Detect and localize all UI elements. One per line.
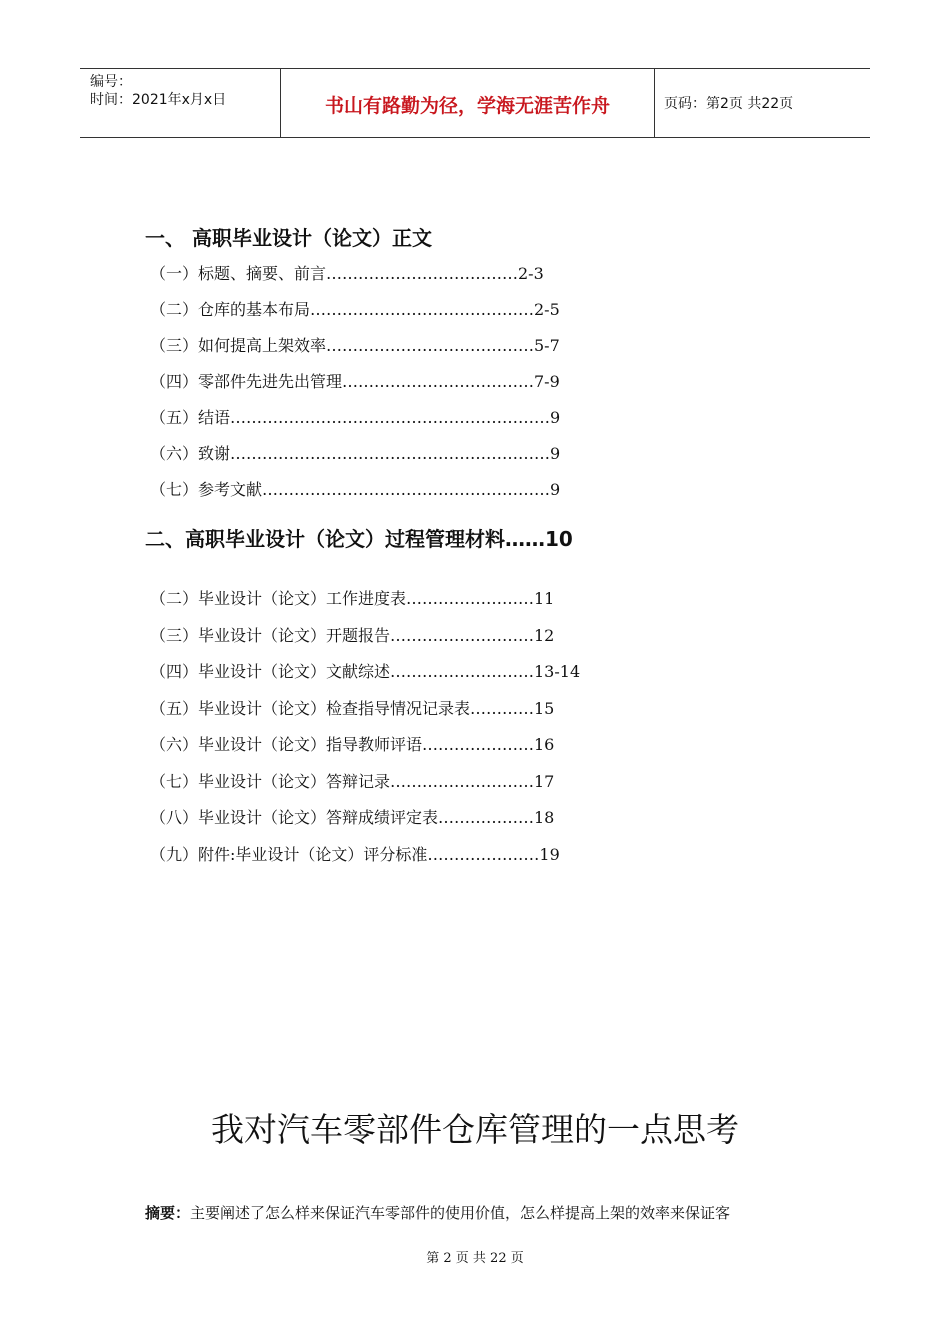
header-page-cell <box>655 69 870 137</box>
toc-item: （七）毕业设计（论文）答辩记录………………………17 <box>150 772 555 791</box>
toc-item: （四）毕业设计（论文）文献综述………………………13-14 <box>150 662 581 681</box>
document-date: 时间：2021年x月x日 <box>90 92 227 108</box>
toc-item: （一）标题、摘要、前言………………………………2-3 <box>150 264 544 283</box>
toc-item: （三）如何提高上架效率…………………………………5-7 <box>150 336 560 355</box>
toc-item: （九）附件:毕业设计（论文）评分标准…………………19 <box>150 845 560 864</box>
toc-item: （六）毕业设计（论文）指导教师评语…………………16 <box>150 735 555 754</box>
header-motto-cell <box>281 69 655 137</box>
toc-item: （二）仓库的基本布局……………………………………2-5 <box>150 300 560 319</box>
toc-item: （二）毕业设计（论文）工作进度表……………………11 <box>150 589 555 608</box>
document-number-label: 编号： <box>90 74 132 90</box>
toc-item: （七）参考文献………………………………………………9 <box>150 480 561 499</box>
motto-text: 书山有路勤为径，学海无涯苦作舟 <box>324 95 610 117</box>
toc-item: （四）零部件先进先出管理………………………………7-9 <box>150 372 560 391</box>
toc-section1-heading: 一、 高职毕业设计（论文）正文 <box>145 226 432 250</box>
toc-item: （八）毕业设计（论文）答辩成绩评定表………………18 <box>150 808 555 827</box>
abstract-text: 主要阐述了怎么样来保证汽车零部件的使用价值，怎么样提高上架的效率来保证客 <box>190 1204 731 1222</box>
toc-item: （三）毕业设计（论文）开题报告………………………12 <box>150 626 555 645</box>
header-page-info: 页码：第2页 共22页 <box>664 96 794 112</box>
abstract-label: 摘要： <box>145 1204 191 1222</box>
toc-item: （五）毕业设计（论文）检查指导情况记录表…………15 <box>150 699 555 718</box>
page-footer: 第 2 页 共 22 页 <box>426 1251 524 1266</box>
abstract <box>145 1202 730 1223</box>
toc-item: （五）结语……………………………………………………9 <box>150 408 561 427</box>
toc-section2-heading: 二、高职毕业设计（论文）过程管理材料……10 <box>145 527 573 551</box>
toc-item: （六）致谢……………………………………………………9 <box>150 444 561 463</box>
header-table <box>80 68 870 138</box>
paper-title: 我对汽车零部件仓库管理的一点思考 <box>211 1110 739 1149</box>
header-info-cell <box>80 69 281 137</box>
